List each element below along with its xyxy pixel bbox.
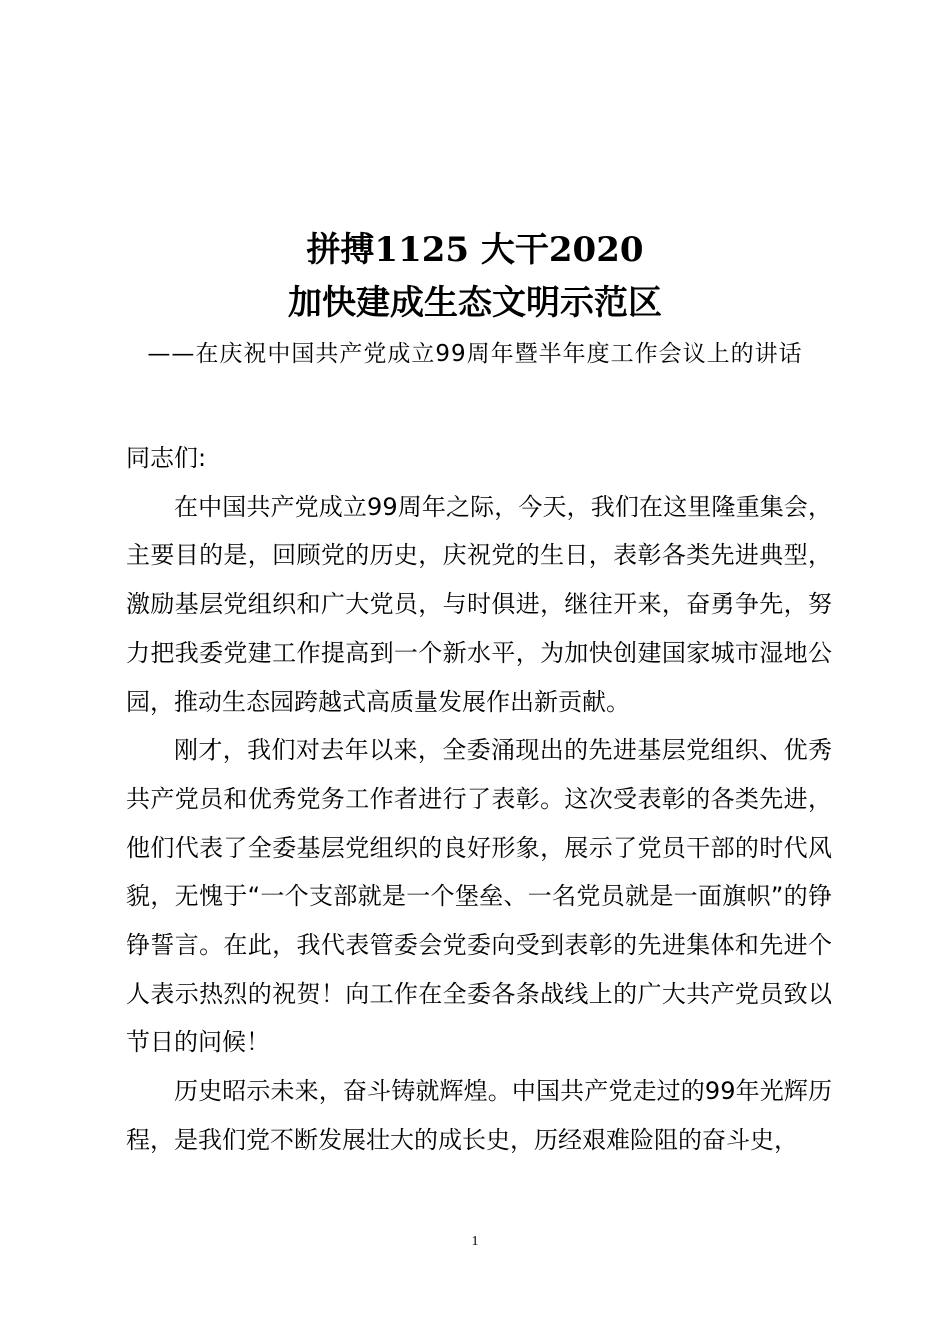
title-line-2: 加快建成生态文明示范区 bbox=[288, 283, 662, 323]
speech-body bbox=[126, 434, 832, 1165]
page-number: 1 bbox=[471, 1234, 479, 1249]
salutation: 同志们: bbox=[126, 444, 207, 472]
subtitle: ——在庆祝中国共产党成立99周年暨半年度工作会议上的讲话 bbox=[147, 341, 803, 367]
paragraph-1: 在中国共产党成立99周年之际，今天，我们在这里隆重集会，主要目的是，回顾党的历史，庆祝党的生日，表彰各类先进典型，激励基层党组织和广大党员，与时俱进，继往开来，奋勇争先，努力把我委党建工作提高到一个新水平，为加快创建国家城市湿地公园，推动生态园跨越式高质量发展作出新贡献。 bbox=[126, 492, 832, 716]
paragraph-2: 刚才，我们对去年以来，全委涌现出的先进基层党组织、优秀共产党员和优秀党务工作者进行了表彰。这次受表彰的各类先进，他们代表了全委基层党组织的良好形象，展示了党员干部的时代风貌，无愧于“一个支部就是一个堡垒、一名党员就是一面旗帜”的铮铮誓言。在此，我代表管委会党委向受到表彰的先进集体和先进个人表示热烈的祝贺！向工作在全委各条战线上的广大共产党员致以节日的问候！ bbox=[126, 736, 832, 1057]
paragraph-3: 历史昭示未来，奋斗铸就辉煌。中国共产党走过的99年光辉历程，是我们党不断发展壮大的成长史，历经艰难险阻的奋斗史， bbox=[126, 1077, 832, 1154]
title-line-1: 拼搏1125 大干2020 bbox=[306, 230, 644, 270]
